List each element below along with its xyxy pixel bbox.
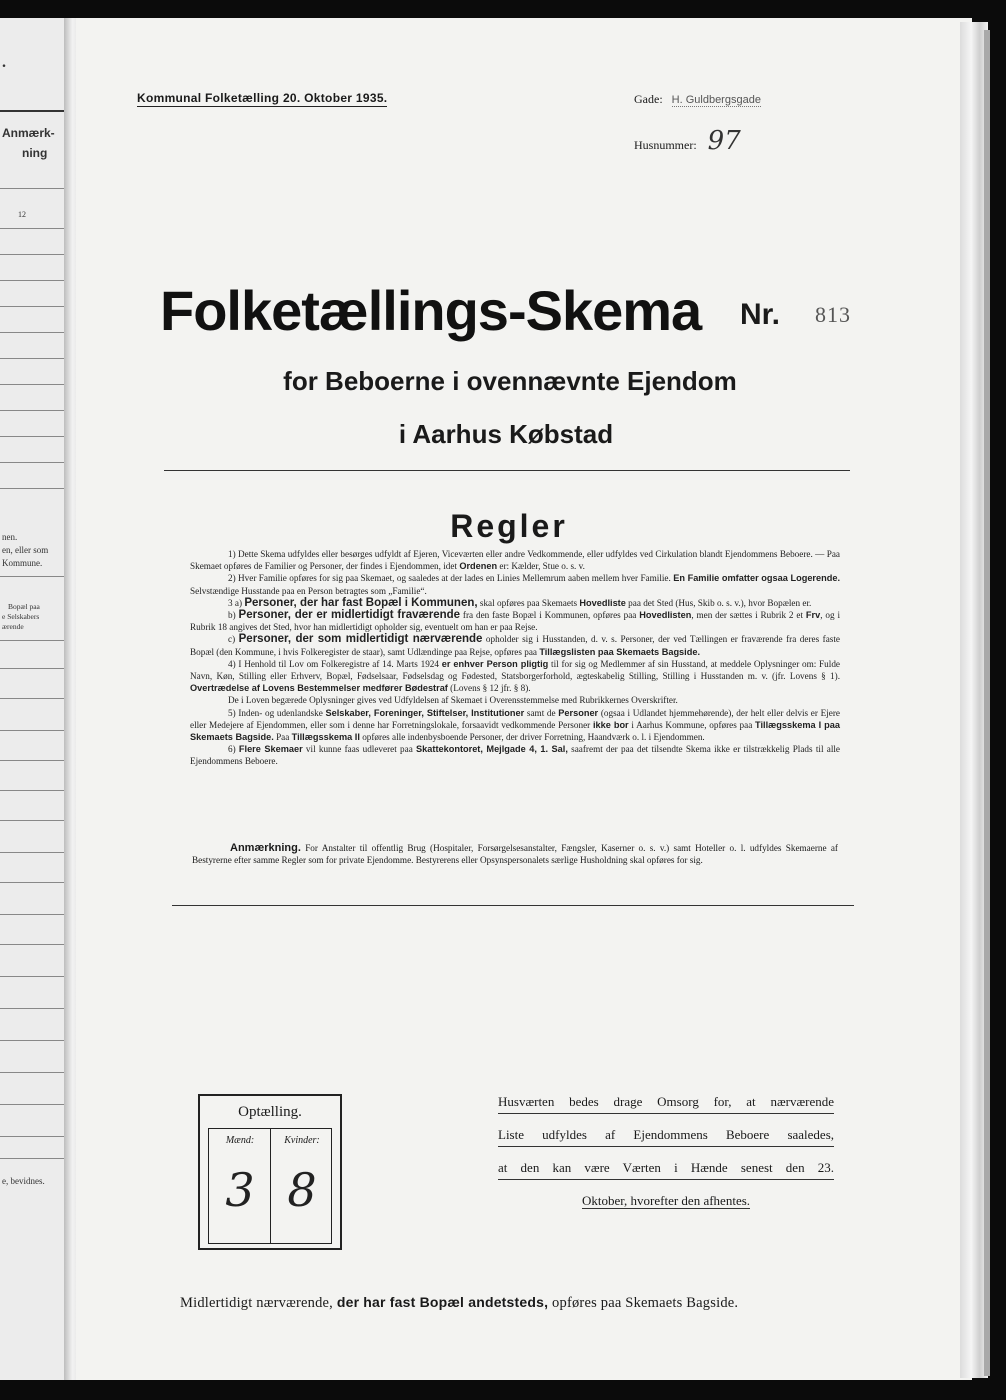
left-page-rule [0, 1104, 64, 1105]
left-page-text: e, bevidnes. [2, 1176, 45, 1186]
left-page-rule [0, 1158, 64, 1159]
left-page-rule [0, 852, 64, 853]
left-page-text: en, eller som [2, 545, 49, 555]
left-page-rule [0, 668, 64, 669]
rules-text [190, 548, 840, 768]
notice-line: at den kan være Værten i Hænde senest den 23. [498, 1160, 834, 1180]
left-page-rule [0, 254, 64, 255]
notice-line: Oktober, hvorefter den afhentes. [581, 1193, 751, 1208]
divider [172, 905, 854, 906]
left-page-rule [0, 188, 64, 189]
count-men-label: Mænd: [225, 1135, 255, 1146]
left-page-rule [0, 944, 64, 945]
notice-line: Liste udfyldes af Ejendommens Beboere saaledes, [498, 1127, 834, 1147]
left-page-text: ning [22, 146, 48, 160]
left-page-rule [0, 410, 64, 411]
remark-section [192, 842, 838, 866]
rule-3a: 3 a) Personer, der har fast Bopæl i Kommunen, skal opføres paa Skemaets Hovedliste paa det Sted (Hus, Skib o. s. v.), hvor Bopælen er. [228, 596, 812, 609]
left-page-text: Anmærk- [2, 126, 55, 140]
left-page-rule [0, 1072, 64, 1073]
left-page-rule [0, 1040, 64, 1041]
rules-heading: Regler [450, 508, 568, 544]
divider [164, 470, 850, 471]
rule-3b: b) Personer, der er midlertidigt fraværende fra den faste Bopæl i Kommunen, opføres paa Hovedlisten, men der sættes i Rubrik 2 et Frv, og i Rubrik 18 angives det Sted, hvor han midlertidigt opholder sig, eventuelt om han er paa Rejse. [190, 609, 840, 633]
left-page-rule [0, 462, 64, 463]
count-table [208, 1128, 332, 1244]
page-stack-shadow [984, 30, 990, 1376]
left-page-text: . [2, 54, 6, 71]
left-page-rule [0, 488, 64, 489]
house-number-value: 97 [707, 126, 741, 156]
street-field [634, 92, 761, 107]
left-page-text: 12 [18, 210, 26, 219]
left-page-rule [0, 306, 64, 307]
house-number-field [634, 126, 741, 156]
remark-text: For Anstalter til offentlig Brug (Hospitaler, Forsørgelsesanstalter, Fængsler, Kaserner o. s. v.) samt Hoteller o. l. udfyldes Skemaerne af Bestyrerne efter samme Regler som for private Ejendomme. Bestyrerens eller Opsynspersonalets særlige Husholdning skal opføres for sig. [192, 843, 838, 866]
rule-5: 5) Inden- og udenlandske Selskaber, Foreninger, Stiftelser, Institutioner samt de Personer (ogsaa i Udlandet hjemmehørende), der helt eller delvis er Ejere eller Medejere af Ejendommen, eller som i denne har Forretningslokale, forsaavidt vedkommende Personer ikke bor i Aarhus Kommune, opføres paa Tillægsskema I paa Skemaets Bagside. Paa Tillægsskema II opføres alle indenbysboende Personer, der driver Forretning, Haandværk o. l. i Ejendommen. [190, 707, 841, 743]
count-box [198, 1094, 342, 1250]
left-page-rule [0, 820, 64, 821]
previous-page-fragment [0, 18, 66, 1380]
form-subtitle: for Beboerne i ovennævnte Ejendom [283, 366, 737, 396]
count-women-column [270, 1129, 333, 1243]
count-title: Optælling. [238, 1104, 302, 1120]
count-men-column [209, 1129, 271, 1243]
left-page-rule [0, 698, 64, 699]
left-page-text: Bopæl paa [8, 602, 40, 611]
left-page-rule [0, 110, 64, 112]
rule-4: 4) I Henhold til Lov om Folkeregistre af 14. Marts 1924 er enhver Person pligtig til for sig og Medlemmer af sin Husstand, at meddele Oplysninger om: Fulde Navn, Køn, Stilling eller Erhverv, Bopæl, Fødselsaar, Fødselsdag og Fødested, Statsborgerforhold, ægteskabelig Stilling, Stilling i Husstanden m. v. (jfr. Lovens § 1). Overtrædelse af Lovens Bestemmelser medfører Bødestraf (Lovens § 12 jfr. § 8). [190, 658, 840, 694]
form-subtitle-location: i Aarhus Købstad [398, 419, 614, 449]
rule-6: 6) Flere Skemaer vil kunne faas udleveret paa Skattekontoret, Mejlgade 4, 1. Sal, saafremt der paa det tilsendte Skema ikke er tilstrækkelig Plads til alle Ejendommens Beboere. [190, 744, 841, 767]
form-number-value: 813 [815, 302, 851, 327]
left-page-rule [0, 576, 64, 577]
left-page-rule [0, 280, 64, 281]
left-page-rule [0, 358, 64, 359]
left-page-rule [0, 882, 64, 883]
left-page-rule [0, 640, 64, 641]
count-men-value: 3 [225, 1163, 255, 1217]
left-page-rule [0, 332, 64, 333]
left-page-text: ærende [2, 622, 24, 631]
form-number-label: Nr. [740, 298, 781, 331]
count-women-label: Kvinder: [284, 1135, 320, 1146]
census-header: Kommunal Folketælling 20. Oktober 1935. [137, 91, 388, 105]
notice-line: Husværten bedes drage Omsorg for, at nærværende [498, 1094, 834, 1114]
rule-4-note: De i Loven begærede Oplysninger gives ved Udfyldelsen af Skemaet i Overensstemmelse med Rubrikkernes Overskrifter. [228, 695, 678, 706]
left-page-rule [0, 760, 64, 761]
form-title: Folketællings-Skema [160, 279, 702, 342]
left-page-rule [0, 914, 64, 915]
remark-label: Anmærkning. [230, 842, 301, 854]
rule-1: 1) Dette Skema udfyldes eller besørges udfyldt af Ejeren, Viceværten eller andre Vedkommende, eller udfyldes ved Cirkulation blandt Ejendommens Beboere. — Paa Skemaet opføres de Familier og Personer, der findes i Ejendommen, idet Ordenen er: Kælder, Stue o. s. v. [190, 549, 840, 572]
left-page-rule [0, 1008, 64, 1009]
rule-3c: c) Personer, der som midlertidigt nærværende opholder sig i Husstanden, d. v. s. Personer, der ved Tællingen er fraværende fra deres faste Bopæl (den Kommune, i hvis Folkeregister de staar), samt Udlændinge paa Rejse, opføres paa Tillægslisten paa Skemaets Bagside. [190, 633, 841, 657]
street-label: Gade: [634, 92, 663, 106]
street-value: H. Guldbergsgade [671, 94, 761, 106]
count-women-value: 8 [287, 1163, 317, 1217]
left-page-text: nen. [2, 532, 18, 542]
footer-note: Midlertidigt nærværende, der har fast Bopæl andetsteds, opføres paa Skemaets Bagside. [180, 1294, 739, 1311]
left-page-rule [0, 790, 64, 791]
left-page-text: Kommune. [2, 558, 43, 568]
left-page-rule [0, 730, 64, 731]
landlord-notice [498, 1094, 834, 1225]
left-page-text: e Selskabers [2, 612, 40, 621]
left-page-rule [0, 1136, 64, 1137]
rule-2: 2) Hver Familie opføres for sig paa Skemaet, og saaledes at der lades en Linies Mellemrum aaben mellem hver Familie. En Familie omfatter ogsaa Logerende. Selvstændige Husstande paa en Person betragtes som „Familie“. [190, 573, 840, 596]
left-page-rule [0, 228, 64, 229]
left-page-rule [0, 976, 64, 977]
house-number-label: Husnummer: [634, 138, 697, 152]
